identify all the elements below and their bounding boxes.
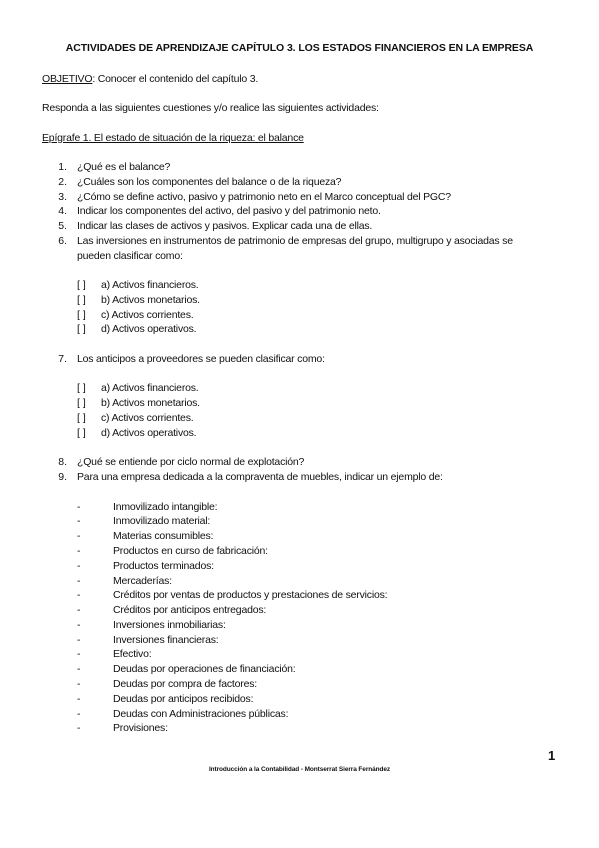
- list-dash: -: [77, 619, 81, 631]
- list-item: Inversiones inmobiliarias:: [113, 619, 226, 631]
- list-item: Deudas por operaciones de financiación:: [113, 663, 296, 675]
- list-dash: -: [77, 515, 81, 527]
- list-dash: -: [77, 545, 81, 557]
- list-dash: -: [77, 589, 81, 601]
- list-item: Deudas con Administraciones públicas:: [113, 708, 289, 720]
- answer-checkbox[interactable]: [ ]: [77, 309, 86, 321]
- list-dash: -: [77, 501, 81, 513]
- list-item: Materias consumibles:: [113, 530, 214, 542]
- list-item: Créditos por ventas de productos y prestaciones de servicios:: [113, 589, 388, 601]
- answer-checkbox[interactable]: [ ]: [77, 397, 86, 409]
- answer-option: a) Activos financieros.: [101, 382, 199, 394]
- question-number: 2.: [58, 176, 67, 188]
- question-text: ¿Cómo se define activo, pasivo y patrimonio neto en el Marco conceptual del PGC?: [77, 191, 451, 203]
- question-text: Indicar los componentes del activo, del pasivo y del patrimonio neto.: [77, 205, 381, 217]
- question-number: 6.: [58, 235, 67, 247]
- list-dash: -: [77, 693, 81, 705]
- answer-option: c) Activos corrientes.: [101, 412, 194, 424]
- list-item: Productos terminados:: [113, 560, 214, 572]
- objective-label: OBJETIVO: [42, 73, 93, 85]
- page-number: 1: [548, 748, 556, 763]
- answer-option: c) Activos corrientes.: [101, 309, 194, 321]
- list-item: Créditos por anticipos entregados:: [113, 604, 267, 616]
- instructions: Responda a las siguientes cuestiones y/o realice las siguientes actividades:: [42, 102, 379, 114]
- list-dash: -: [77, 575, 81, 587]
- list-dash: -: [77, 722, 81, 734]
- question-number: 3.: [58, 191, 67, 203]
- answer-checkbox[interactable]: [ ]: [77, 323, 86, 335]
- question-text: ¿Qué es el balance?: [77, 161, 171, 173]
- question-number: 4.: [58, 205, 67, 217]
- list-item: Deudas por compra de factores:: [113, 678, 257, 690]
- list-item: Inmovilizado intangible:: [113, 501, 218, 513]
- answer-checkbox[interactable]: [ ]: [77, 382, 86, 394]
- question-number: 8.: [58, 456, 67, 468]
- question-text: ¿Qué se entiende por ciclo normal de explotación?: [77, 456, 305, 468]
- answer-checkbox[interactable]: [ ]: [77, 427, 86, 439]
- question-text: ¿Cuáles son los componentes del balance o de la riqueza?: [77, 176, 342, 188]
- answer-option: b) Activos monetarios.: [101, 294, 200, 306]
- answer-option: d) Activos operativos.: [101, 323, 197, 335]
- answer-option: a) Activos financieros.: [101, 279, 199, 291]
- list-dash: -: [77, 634, 81, 646]
- list-item: Efectivo:: [113, 648, 152, 660]
- answer-checkbox[interactable]: [ ]: [77, 294, 86, 306]
- page-title: ACTIVIDADES DE APRENDIZAJE CAPÍTULO 3. LOS ESTADOS FINANCIEROS EN LA EMPRESA: [65, 42, 534, 54]
- answer-option: d) Activos operativos.: [101, 427, 197, 439]
- section-heading: Epígrafe 1. El estado de situación de la riqueza: el balance: [42, 132, 304, 144]
- question-number: 5.: [58, 220, 67, 232]
- question-text: Para una empresa dedicada a la compraventa de muebles, indicar un ejemplo de:: [77, 471, 443, 483]
- question-number: 1.: [58, 161, 67, 173]
- question-text: Indicar las clases de activos y pasivos. Explicar cada una de ellas.: [77, 220, 373, 232]
- answer-option: b) Activos monetarios.: [101, 397, 200, 409]
- list-item: Deudas por anticipos recibidos:: [113, 693, 254, 705]
- list-dash: -: [77, 530, 81, 542]
- question-number: 9.: [58, 471, 67, 483]
- list-item: Inversiones financieras:: [113, 634, 219, 646]
- objective-text: : Conocer el contenido del capítulo 3.: [92, 73, 259, 85]
- question-text: Las inversiones en instrumentos de patrimonio de empresas del grupo, multigrupo y asociadas se: [77, 235, 513, 247]
- list-item: Inmovilizado material:: [113, 515, 211, 527]
- list-dash: -: [77, 663, 81, 675]
- list-item: Mercaderías:: [113, 575, 172, 587]
- question-text: Los anticipos a proveedores se pueden clasificar como:: [77, 353, 325, 365]
- list-item: Productos en curso de fabricación:: [113, 545, 268, 557]
- list-dash: -: [77, 708, 81, 720]
- answer-checkbox[interactable]: [ ]: [77, 412, 86, 424]
- list-dash: -: [77, 648, 81, 660]
- question-text-continued: pueden clasificar como:: [77, 250, 183, 262]
- list-dash: -: [77, 560, 81, 572]
- list-dash: -: [77, 604, 81, 616]
- objective-line: [42, 73, 258, 85]
- page-footer: Introducción a la Contabilidad - Montserrat Sierra Fernández: [208, 766, 391, 773]
- list-dash: -: [77, 678, 81, 690]
- answer-checkbox[interactable]: [ ]: [77, 279, 86, 291]
- question-number: 7.: [58, 353, 67, 365]
- list-item: Provisiones:: [113, 722, 168, 734]
